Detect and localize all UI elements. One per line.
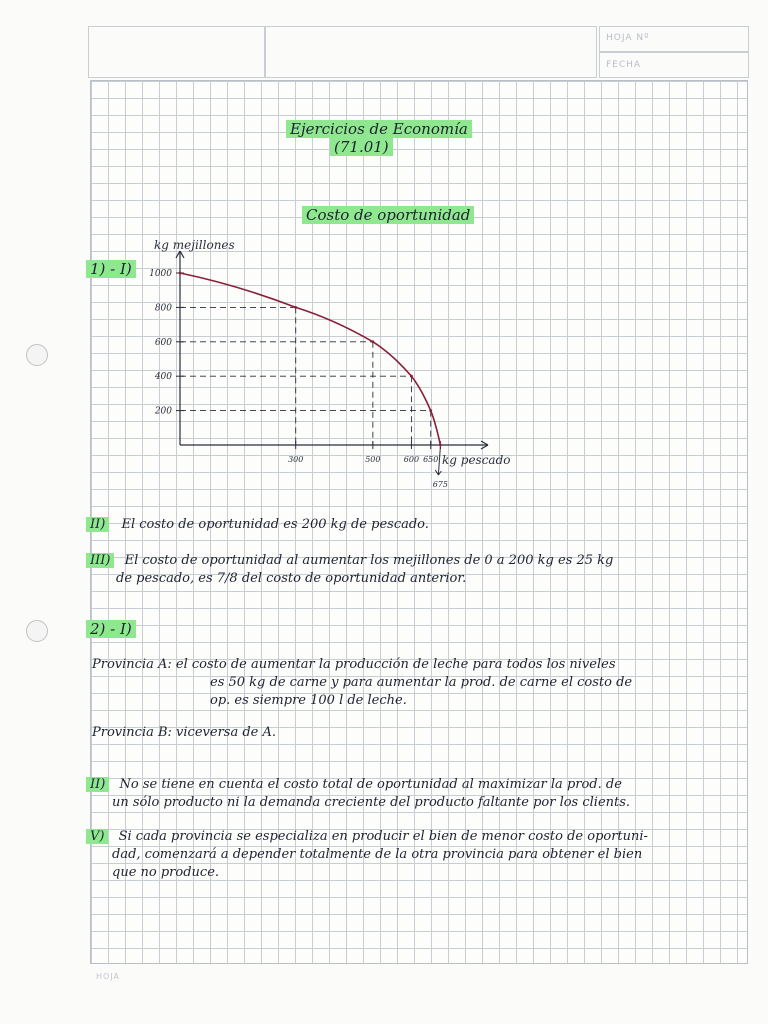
ex2-answer2-label: II) — [86, 777, 109, 792]
ex2-answer3-text1: Si cada provincia se especializa en producir el bien de menor costo de oportuni- — [118, 829, 648, 844]
chart-xlabel: kg pescado — [442, 453, 511, 467]
x-tick-label: 300 — [288, 455, 304, 464]
chart-ylabel: kg mejillones — [154, 238, 235, 252]
topic-title-text: Costo de oportunidad — [302, 206, 474, 224]
sheet-number-label: HOJA Nº — [606, 33, 650, 43]
data-point — [410, 375, 413, 378]
ex1-answer3-text1: El costo de oportunidad al aumentar los mejillones de 0 a 200 kg es 25 kg — [124, 553, 614, 568]
ex2-provA-line1: Provincia A: el costo de aumentar la producción de leche para todos los niveles — [92, 657, 616, 672]
ex1-answer3-label: III) — [86, 553, 114, 568]
ex2-provB: Provincia B: viceversa de A. — [92, 725, 276, 740]
ppf-chart — [140, 235, 540, 495]
page-date-text: (71.01) — [330, 138, 393, 156]
ex2-answer3-line2: dad, comenzará a depender totalmente de la otra provincia para obtener el bien — [112, 847, 643, 862]
page-title — [286, 120, 472, 138]
y-tick-label: 200 — [154, 406, 172, 417]
page-date — [330, 138, 393, 156]
x-tick-label: 675 — [432, 480, 448, 489]
ex1-answer3-line1 — [86, 552, 613, 569]
ex2-provA-line2: es 50 kg de carne y para aumentar la prod. de carne el costo de — [210, 675, 633, 690]
series-line — [180, 273, 440, 445]
page-title-text: Ejercicios de Economía — [286, 120, 472, 138]
ex2-answer3-line1 — [86, 828, 648, 845]
y-tick-label: 400 — [154, 372, 172, 383]
footer-label: HOJA — [96, 972, 121, 981]
exercise1-label-text: 1) - I) — [86, 260, 136, 278]
chart-layer — [149, 251, 488, 489]
ex2-answer2-text1: No se tiene en cuenta el costo total de oportunidad al maximizar la prod. de — [119, 777, 622, 792]
ex1-answer2-text: El costo de oportunidad es 200 kg de pescado. — [121, 517, 429, 532]
ex2-answer3-label: V) — [86, 829, 108, 844]
ex2-provA-line3: op. es siempre 100 l de leche. — [210, 693, 407, 708]
ex2-answer2-line1 — [86, 776, 622, 793]
ex2-answer2-line2: un sólo producto ni la demanda creciente del producto faltante por los clients. — [112, 795, 631, 810]
ex1-answer2-label: II) — [86, 517, 109, 532]
exercise1-label — [86, 260, 136, 278]
date-label: FECHA — [606, 60, 642, 70]
x-tick-label: 500 — [365, 455, 381, 464]
data-point — [294, 306, 297, 309]
data-point — [429, 409, 432, 412]
data-point — [371, 340, 374, 343]
topic-title — [302, 206, 474, 224]
y-tick-label: 800 — [154, 303, 172, 314]
exercise2-label-text: 2) - I) — [86, 620, 136, 638]
y-tick-label: 600 — [154, 337, 172, 348]
x-tick-label: 650 — [423, 455, 439, 464]
punch-hole-top — [26, 344, 48, 366]
exercise2-label — [86, 620, 136, 638]
data-point — [179, 272, 182, 275]
ex1-answer3-line2: de pescado, es 7/8 del costo de oportunidad anterior. — [116, 571, 467, 586]
header-box-left — [88, 26, 265, 78]
ex1-answer2 — [86, 516, 429, 533]
ex2-answer3-line3: que no produce. — [112, 865, 220, 880]
x-tick-label: 600 — [403, 455, 420, 464]
header-box-middle — [265, 26, 597, 78]
y-tick-label: 1000 — [149, 269, 172, 279]
data-point — [439, 444, 442, 447]
punch-hole-bottom — [26, 620, 48, 642]
